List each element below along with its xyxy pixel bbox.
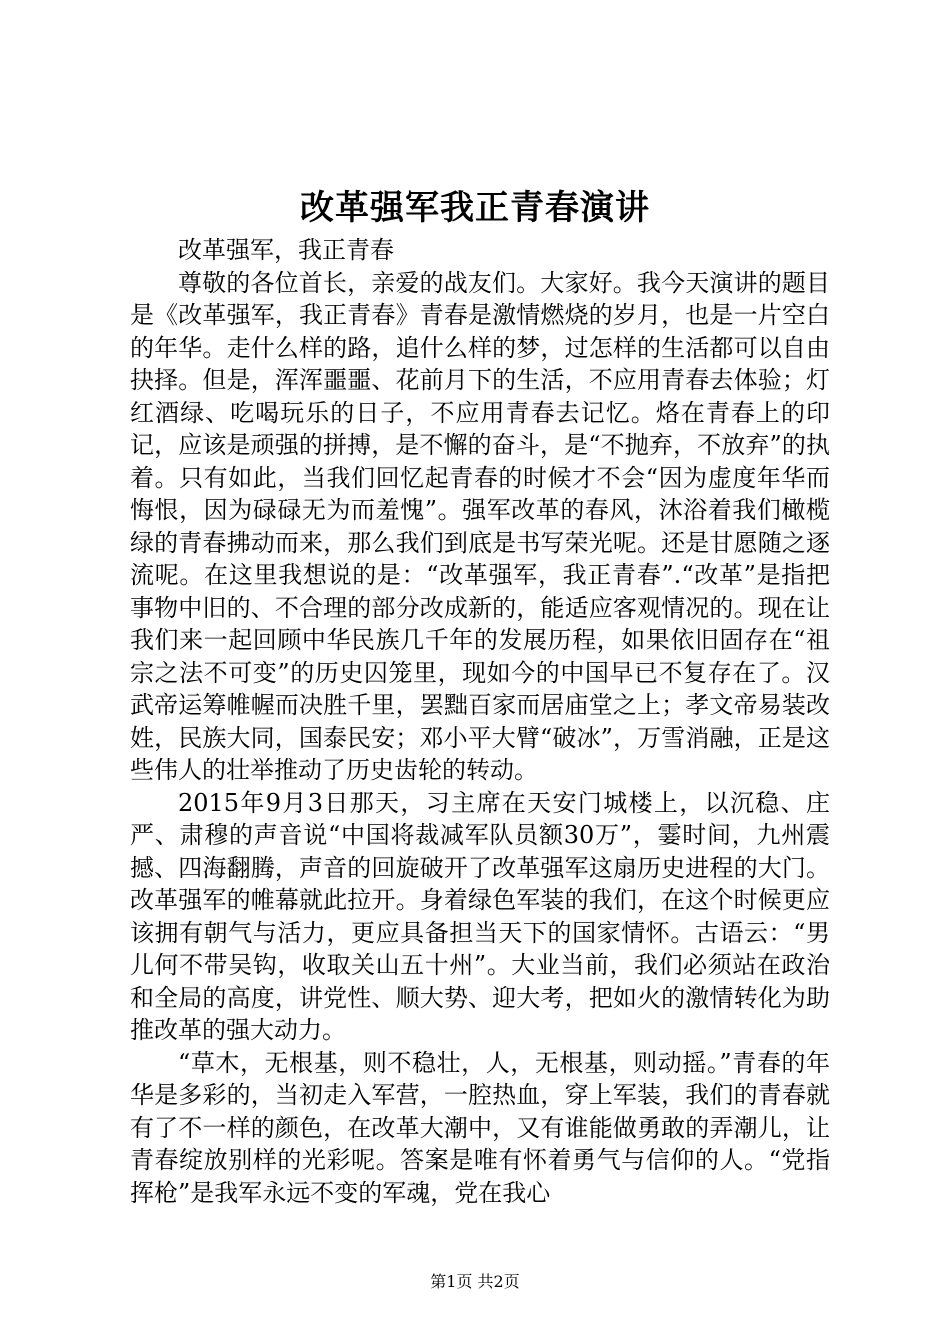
paragraph-2: 2015年9月3日那天，习主席在天安门城楼上，以沉稳、庄严、肃穆的声音说“中国将裁减军队员额30万”，霎时间，九州震撼、四海翻腾，声音的回旋破开了改革强军这扇历史进程的大门。改革强军的帷幕就此拉开。身着绿色军装的我们，在这个时候更应该拥有朝气与活力，更应具备担当天下的国家情怀。古语云：“男儿何不带吴钩，收取关山五十州”。大业当前，我们必须站在政治和全局的高度，讲党性、顺大势、迎大考，把如火的激情转化为助推改革的强大动力。 [130,788,830,1044]
page-footer: 第1页 共2页 [430,1272,520,1291]
document-title: 改革强军我正青春演讲 [300,188,650,228]
paragraph-subtitle: 改革强军，我正青春 [178,236,394,264]
paragraph-3: “草木，无根基，则不稳壮，人，无根基，则动摇。”青春的年华是多彩的，当初走入军营，一腔热血，穿上军装，我们的青春就有了不一样的颜色，在改革大潮中，又有谁能做勇敢的弄潮儿，让青春绽放别样的光彩呢。答案是唯有怀着勇气与信仰的人。“党指挥枪”是我军永远不变的军魂，党在我心 [130,1048,830,1207]
paragraph-1: 尊敬的各位首长，亲爱的战友们。大家好。我今天演讲的题目是《改革强军，我正青春》青春是激情燃烧的岁月，也是一片空白的年华。走什么样的路，追什么样的梦，过怎样的生活都可以自由抉择。但是，浑浑噩噩、花前月下的生活，不应用青春去体验；灯红酒绿、吃喝玩乐的日子，不应用青春去记忆。烙在青春上的印记，应该是顽强的拼搏，是不懈的奋斗，是“不抛弃，不放弃”的执着。只有如此，当我们回忆起青春的时候才不会“因为虚度年华而悔恨，因为碌碌无为而羞愧”。强军改革的春风，沐浴着我们橄榄绿的青春拂动而来，那么我们到底是书写荣光呢。还是甘愿随之逐流呢。在这里我想说的是：“改革强军，我正青春”.“改革”是指把事物中旧的、不合理的部分改成新的，能适应客观情况的。现在让我们来一起回顾中华民族几千年的发展历程，如果依旧固存在“祖宗之法不可变”的历史囚笼里，现如今的中国早已不复存在了。汉武帝运筹帷幄而决胜千里，罢黜百家而居庙堂之上；孝文帝易装改姓，民族大同，国泰民安；邓小平大臂“破冰”，万雪消融，正是这些伟人的壮举推动了历史齿轮的转动。 [130,268,830,784]
document-body [130,234,830,1209]
